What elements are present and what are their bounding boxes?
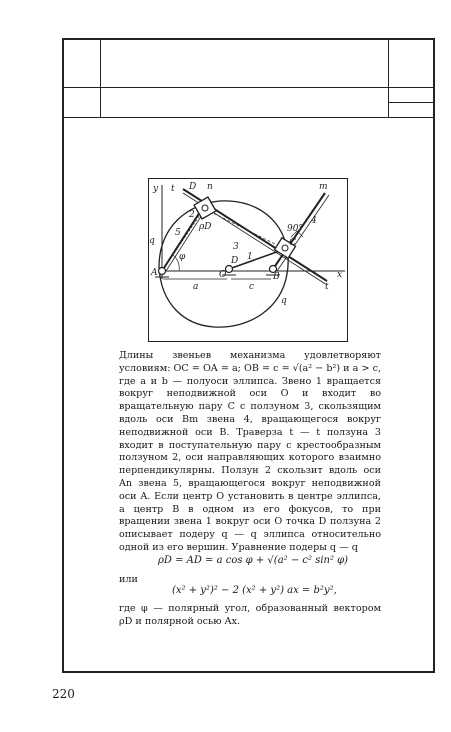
- header-col-right: [388, 38, 389, 117]
- page-number: 220: [52, 687, 75, 701]
- pivot-A: [159, 268, 166, 275]
- label-90: 90°: [287, 224, 303, 234]
- label-t-bottom: t: [325, 282, 329, 292]
- header-col-left: [100, 38, 101, 117]
- label-A: A: [151, 268, 158, 278]
- tail-paragraph: где φ — полярный угол, образованный вектором ρD и полярной осью Ax.: [119, 603, 381, 627]
- header-rule-top: [62, 87, 435, 88]
- label-O: O: [219, 270, 227, 280]
- label-4: 4: [311, 216, 317, 226]
- formula-rho: ρD = AD = a cos φ + √(a² − c² sin² φ): [158, 555, 349, 566]
- tail-text: [119, 603, 381, 629]
- label-n: n: [207, 182, 213, 192]
- label-t-top: t: [171, 184, 175, 194]
- body-text: [119, 350, 381, 555]
- mechanism-diagram: [149, 179, 348, 342]
- label-q-left: q: [149, 236, 155, 246]
- label-5: 5: [175, 228, 181, 238]
- label-C: C: [289, 238, 296, 248]
- label-D-top: D: [189, 182, 197, 192]
- header-rule-right: [388, 102, 435, 103]
- formula-cartesian: (x² + y²)² − 2 (x² + y²) ax = b²y²,: [172, 585, 337, 596]
- mechanism-figure: [148, 178, 348, 342]
- label-x: x: [337, 270, 343, 280]
- label-rho: ρD: [199, 222, 212, 232]
- word-or: или: [119, 574, 138, 585]
- label-3: 3: [233, 242, 239, 252]
- pivot-O: [226, 266, 233, 273]
- label-q-bottom: q: [281, 296, 287, 306]
- label-y: y: [153, 184, 159, 194]
- pedal-curve: [159, 201, 288, 327]
- label-1: 1: [247, 252, 253, 262]
- label-m: m: [319, 182, 328, 192]
- header-rule-bottom: [62, 117, 435, 118]
- body-paragraph: Длины звеньев механизма удовлетворяют условиям: OC = OA = a; OB = c = √(a² − b²) и a > c, где a и b — полуоси эллипса. Звено 1 вращается вокруг неподвижной оси O и входит во вращательную пару C с ползуном 3, скользящим вдоль оси Bm звена 4, вращающегося вокруг неподвижной оси B. Траверза t — t ползуна 3 входит в поступательную пару с крестообразным ползуном 2, оси направляющих которого взаимно перпендикулярны. Ползун 2 скользит вдоль оси An звена 5, вращающегося вокруг неподвижной оси A. Если центр O установить в центре эллипса, а центр B в одном из его фокусов, то при вращении звена 1 вокруг оси O точка D ползуна 2 описывает подеру q — q эллипса относительно одной из его вершин. Уравнение подеры q — q: [119, 350, 381, 553]
- label-D-mid: D: [231, 256, 239, 266]
- label-phi: φ: [179, 252, 186, 262]
- label-B: B: [273, 272, 280, 282]
- label-2: 2: [189, 210, 195, 220]
- label-a: a: [193, 282, 199, 292]
- label-c: c: [249, 282, 255, 292]
